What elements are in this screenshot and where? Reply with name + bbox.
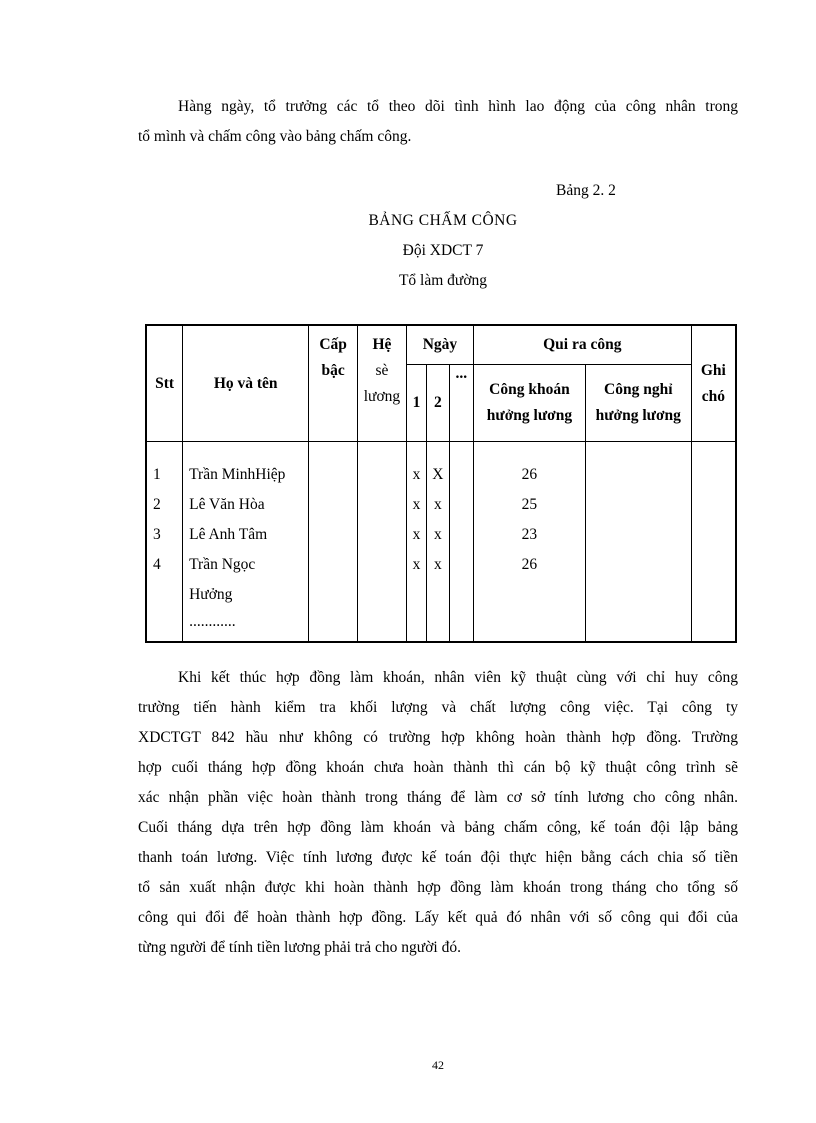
header-he-so-line2: sè xyxy=(375,362,389,379)
header-name: Họ và tên xyxy=(183,325,309,442)
header-qui-ra-cong: Qui ra công xyxy=(473,325,691,365)
timesheet-table xyxy=(145,324,737,643)
day-more-column xyxy=(449,442,473,642)
he-so-column xyxy=(358,442,407,642)
intro-line-2: tổ mình và chấm công vào bảng chấm công. xyxy=(138,128,412,145)
stt-column xyxy=(146,442,183,642)
table-team: Đội XDCT 7 xyxy=(402,242,484,259)
header-cong-khoan xyxy=(473,365,585,442)
row-day1: x xyxy=(412,466,421,483)
row-day2: X xyxy=(432,466,444,483)
name-column xyxy=(183,442,309,642)
ghi-chu-column xyxy=(691,442,736,642)
body-line: Cuối tháng dựa trên hợp đồng làm khoán và bảng chấm công, kế toán đội lập bảng xyxy=(138,819,738,836)
row-name: Trần MinhHiệp xyxy=(189,466,286,483)
intro-line-1: Hàng ngày, tổ trưởng các tổ theo dõi tình hình lao động của công nhân trong xyxy=(178,98,738,115)
table-title: BẢNG CHẤM CÔNG xyxy=(368,212,518,229)
row-day1: x xyxy=(412,556,421,573)
row-day1: x xyxy=(412,526,421,543)
row-name: Lê Văn Hòa xyxy=(189,496,265,513)
header-cong-nghi xyxy=(585,365,691,442)
header-ghi-chu-line2: chó xyxy=(701,387,725,405)
body-line: công qui đổi để hoàn thành hợp đồng. Lấy kết quả đó nhân với số công qui đổi của xyxy=(138,909,738,926)
row-stt: 3 xyxy=(153,526,161,543)
cong-khoan-column xyxy=(473,442,585,642)
header-cong-khoan-line1: Công khoán xyxy=(489,381,570,398)
header-ghi-chu xyxy=(691,325,736,442)
header-day-2: 2 xyxy=(427,365,449,442)
row-day2: x xyxy=(434,526,442,543)
row-name: Trần Ngọc xyxy=(189,556,256,573)
body-line: trường tiến hành kiểm tra khối lượng và chất lượng công việc. Tại công ty xyxy=(138,699,738,716)
header-day-1: 1 xyxy=(406,365,426,442)
header-day-more: ... xyxy=(449,365,473,442)
body-paragraph xyxy=(138,663,738,963)
row-stt: 1 xyxy=(153,466,161,483)
body-line: XDCTGT 842 hầu như không có trường hợp không hoàn thành hợp đồng. Trường xyxy=(138,729,738,746)
row-stt: 2 xyxy=(153,496,161,513)
row-cong-khoan: 23 xyxy=(521,526,538,543)
header-stt: Stt xyxy=(146,325,183,442)
header-cap-bac-line2: bậc xyxy=(321,362,345,379)
header-cong-nghi-line1: Công nghỉ xyxy=(604,381,673,398)
row-stt: 4 xyxy=(153,556,161,573)
row-cong-khoan: 26 xyxy=(521,556,538,573)
row-cong-khoan: 26 xyxy=(521,466,538,483)
table-group: Tổ làm đường xyxy=(398,272,488,289)
body-line: Khi kết thúc hợp đồng làm khoán, nhân viên kỹ thuật cùng với chỉ huy công xyxy=(178,669,738,686)
body-line: từng người để tính tiền lương phải trả cho người đó. xyxy=(138,939,461,956)
cap-bac-column xyxy=(309,442,358,642)
intro-paragraph xyxy=(138,92,738,152)
body-line: hợp cuối tháng hợp đồng khoán chưa hoàn thành thì cán bộ kỹ thuật công trình sẽ xyxy=(138,759,738,776)
header-he-so-line1: Hệ xyxy=(372,336,392,353)
table-number: Bảng 2. 2 xyxy=(556,182,616,199)
row-day2: x xyxy=(434,496,442,513)
row-day2: x xyxy=(434,556,442,573)
header-cong-nghi-line2: hưởng lương xyxy=(595,407,681,424)
ellipsis: ............ xyxy=(189,613,236,630)
header-he-so-line3: lương xyxy=(363,388,401,405)
header-cong-khoan-line2: hưởng lương xyxy=(486,407,573,424)
body-line: xác nhận phần việc hoàn thành trong tháng để làm cơ sở tính lương cho công nhân. xyxy=(138,789,738,806)
page-number: 42 xyxy=(432,1058,444,1072)
day2-column xyxy=(427,442,449,642)
header-ngay: Ngày xyxy=(406,325,473,365)
row-name: Lê Anh Tâm xyxy=(189,526,268,543)
header-cap-bac-line1: Cấp xyxy=(319,336,347,353)
row-cong-khoan: 25 xyxy=(521,496,538,513)
row-day1: x xyxy=(412,496,421,513)
body-line: thanh toán lương. Việc tính lương được kế toán đội thực hiện bằng cách chia số tiền xyxy=(138,849,738,866)
header-cap-bac xyxy=(309,325,358,442)
cong-nghi-column xyxy=(585,442,691,642)
header-he-so xyxy=(358,325,407,442)
day1-column xyxy=(406,442,426,642)
header-ghi-chu-line1: Ghi xyxy=(700,361,726,379)
table-body-row xyxy=(146,442,736,642)
body-line: tổ sản xuất nhận được khi hoàn thành hợp đồng làm khoán trong tháng cho tổng số xyxy=(138,879,738,896)
row-name-continuation: Hưởng xyxy=(189,586,233,603)
